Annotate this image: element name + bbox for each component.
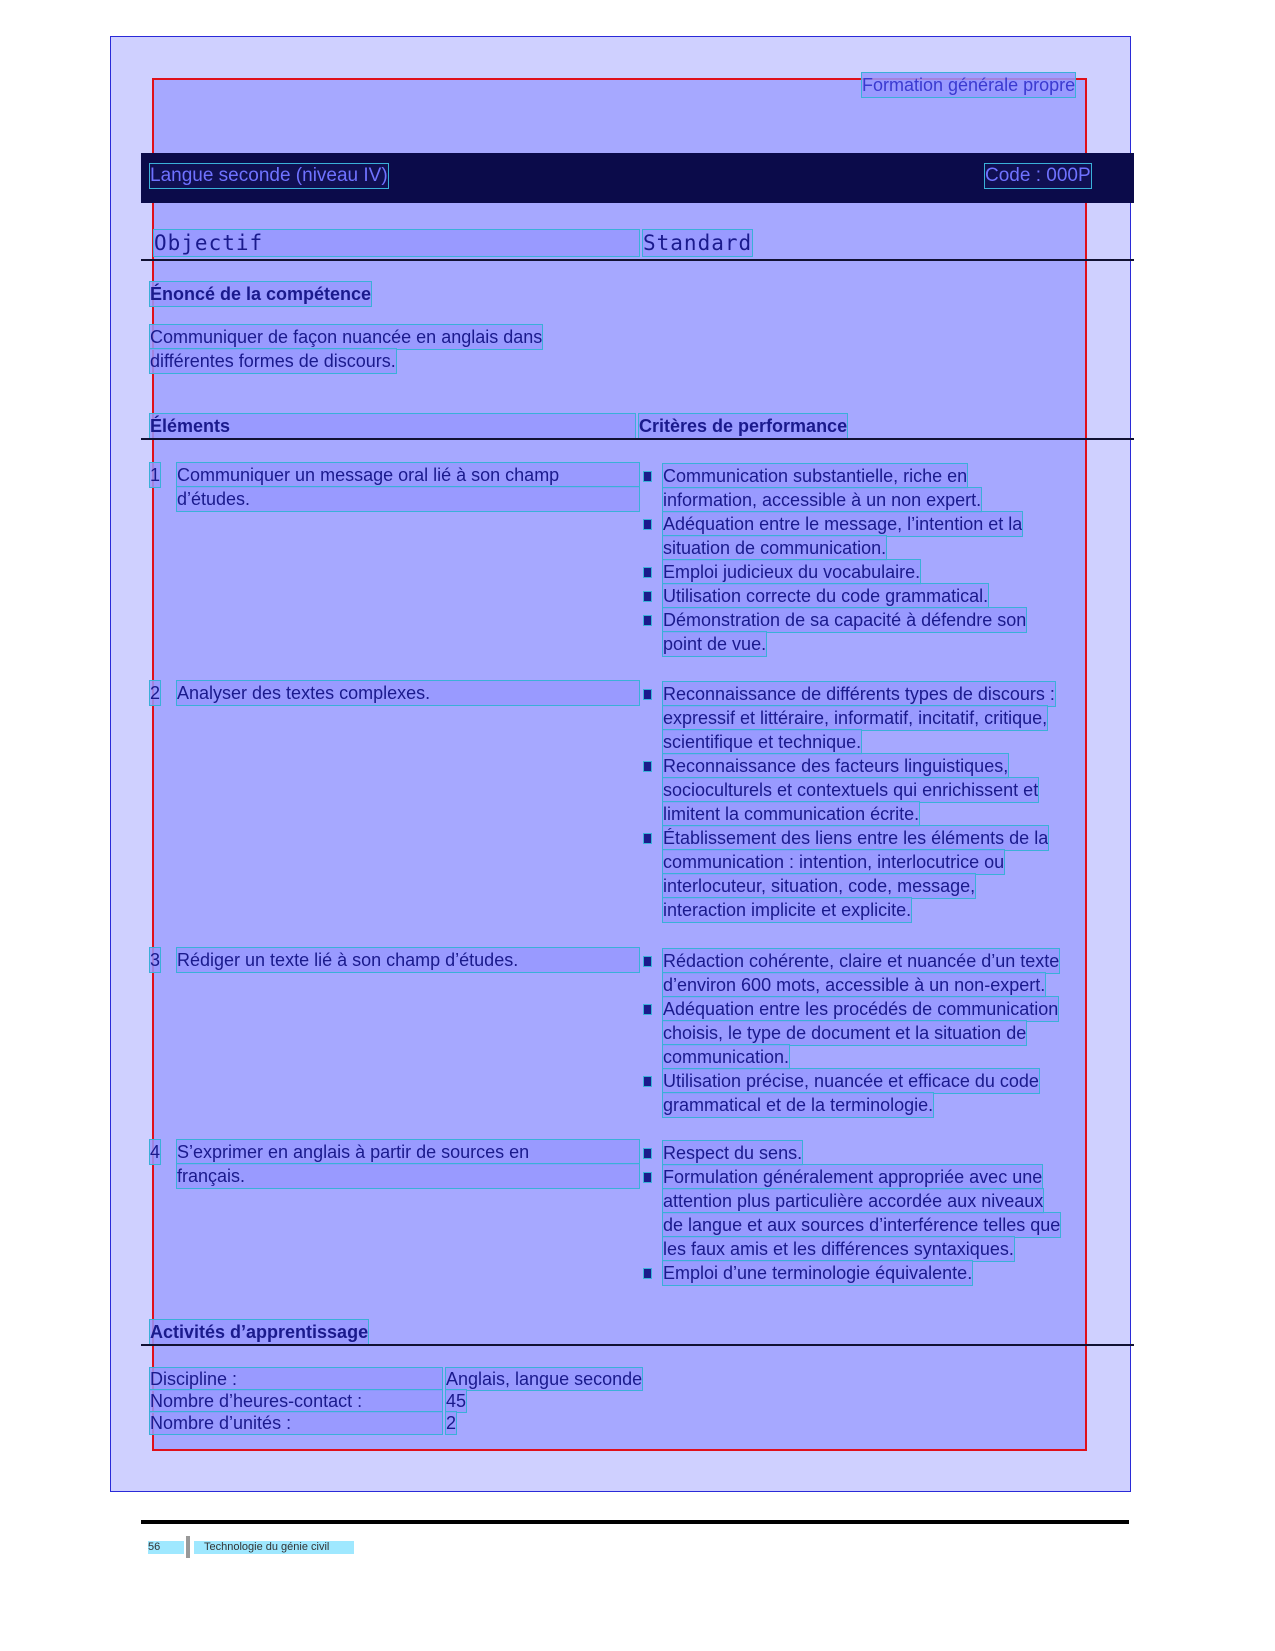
criterion-text: Emploi judicieux du vocabulaire. <box>663 562 921 582</box>
footer-page-number: 56 <box>148 1541 184 1554</box>
bullet-icon <box>644 472 651 481</box>
criterion-text: communication. <box>663 1047 790 1067</box>
bullet-icon <box>644 592 651 601</box>
criterion-text: point de vue. <box>663 634 767 654</box>
bullet-icon <box>644 690 651 699</box>
bullet-icon <box>644 1077 651 1086</box>
column-header-standard: Standard <box>643 231 753 255</box>
criteria-heading: Critères de performance <box>639 416 848 436</box>
criterion-text: Reconnaissance de différents types de discours : <box>663 684 1055 704</box>
footer-program-name: Technologie du génie civil <box>194 1541 354 1554</box>
criterion-text: Rédaction cohérente, claire et nuancée d’un texte <box>663 951 1060 971</box>
criterion-text: situation de communication. <box>663 538 887 558</box>
criterion-text: Utilisation précise, nuancée et efficace du code <box>663 1071 1039 1091</box>
criterion-text: limitent la communication écrite. <box>663 804 920 824</box>
criterion-text: les faux amis et les différences syntaxiques. <box>663 1239 1014 1259</box>
criterion-text: Établissement des liens entre les éléments de la <box>663 828 1049 848</box>
criterion-text: communication : intention, interlocutrice ou <box>663 852 1005 872</box>
bullet-icon <box>644 1173 651 1182</box>
bullet-icon <box>644 1149 651 1158</box>
element-number: 4 <box>150 1142 161 1162</box>
elements-heading: Éléments <box>150 414 635 438</box>
element-text: Communiquer un message oral lié à son champ <box>177 463 639 487</box>
criterion-text: interlocuteur, situation, code, message, <box>663 876 976 896</box>
activity-value: 2 <box>446 1413 457 1433</box>
element-text: français. <box>177 1164 639 1188</box>
competence-line: différentes formes de discours. <box>150 351 396 371</box>
criterion-text: grammatical et de la terminologie. <box>663 1095 934 1115</box>
divider <box>141 259 1134 261</box>
competence-line: Communiquer de façon nuancée en anglais dans <box>150 327 543 347</box>
element-text: Rédiger un texte lié à son champ d’études. <box>177 948 639 972</box>
criterion-text: Utilisation correcte du code grammatical. <box>663 586 989 606</box>
bullet-icon <box>644 957 651 966</box>
bullet-icon <box>644 520 651 529</box>
element-number: 3 <box>150 950 161 970</box>
criterion-text: choisis, le type de document et la situation de <box>663 1023 1027 1043</box>
activity-label: Discipline : <box>150 1368 442 1390</box>
element-text: S’exprimer en anglais à partir de sources en <box>177 1140 639 1164</box>
criterion-text: expressif et littéraire, informatif, incitatif, critique, <box>663 708 1048 728</box>
criterion-text: interaction implicite et explicite. <box>663 900 912 920</box>
criterion-text: Respect du sens. <box>663 1143 803 1163</box>
element-number: 2 <box>150 683 161 703</box>
footer-rule <box>141 1520 1129 1524</box>
criterion-text: d’environ 600 mots, accessible à un non-expert. <box>663 975 1046 995</box>
course-code: Code : 000P <box>985 165 1091 186</box>
criterion-text: de langue et aux sources d’interférence telles que <box>663 1215 1061 1235</box>
criterion-text: Reconnaissance des facteurs linguistiques, <box>663 756 1009 776</box>
criterion-text: information, accessible à un non expert. <box>663 490 982 510</box>
section-label: Formation générale propre <box>862 75 1076 95</box>
activities-heading: Activités d’apprentissage <box>150 1322 369 1342</box>
criterion-text: Adéquation entre les procédés de communication <box>663 999 1059 1019</box>
competence-heading: Énoncé de la compétence <box>150 284 372 304</box>
bullet-icon <box>644 1269 651 1278</box>
activity-value: Anglais, langue seconde <box>446 1369 643 1389</box>
criterion-text: socioculturels et contextuels qui enrichissent et <box>663 780 1039 800</box>
element-text: d’études. <box>177 487 639 511</box>
footer-separator <box>186 1536 190 1558</box>
criterion-text: attention plus particulière accordée aux niveaux <box>663 1191 1044 1211</box>
criterion-text: scientifique et technique. <box>663 732 862 752</box>
bullet-icon <box>644 568 651 577</box>
bullet-icon <box>644 616 651 625</box>
divider <box>141 438 1134 440</box>
bullet-icon <box>644 1005 651 1014</box>
bullet-icon <box>644 762 651 771</box>
course-title: Langue seconde (niveau IV) <box>150 165 388 186</box>
bullet-icon <box>644 834 651 843</box>
element-text: Analyser des textes complexes. <box>177 681 639 705</box>
criterion-text: Démonstration de sa capacité à défendre son <box>663 610 1027 630</box>
column-header-objectif: Objectif <box>154 230 639 256</box>
activity-value: 45 <box>446 1391 467 1411</box>
activity-label: Nombre d’unités : <box>150 1412 442 1434</box>
criterion-text: Formulation généralement appropriée avec une <box>663 1167 1043 1187</box>
divider <box>141 1344 1134 1346</box>
activity-label: Nombre d’heures-contact : <box>150 1390 442 1412</box>
element-number: 1 <box>150 465 161 485</box>
criterion-text: Communication substantielle, riche en <box>663 466 968 486</box>
criterion-text: Emploi d’une terminologie équivalente. <box>663 1263 973 1283</box>
criterion-text: Adéquation entre le message, l’intention et la <box>663 514 1023 534</box>
